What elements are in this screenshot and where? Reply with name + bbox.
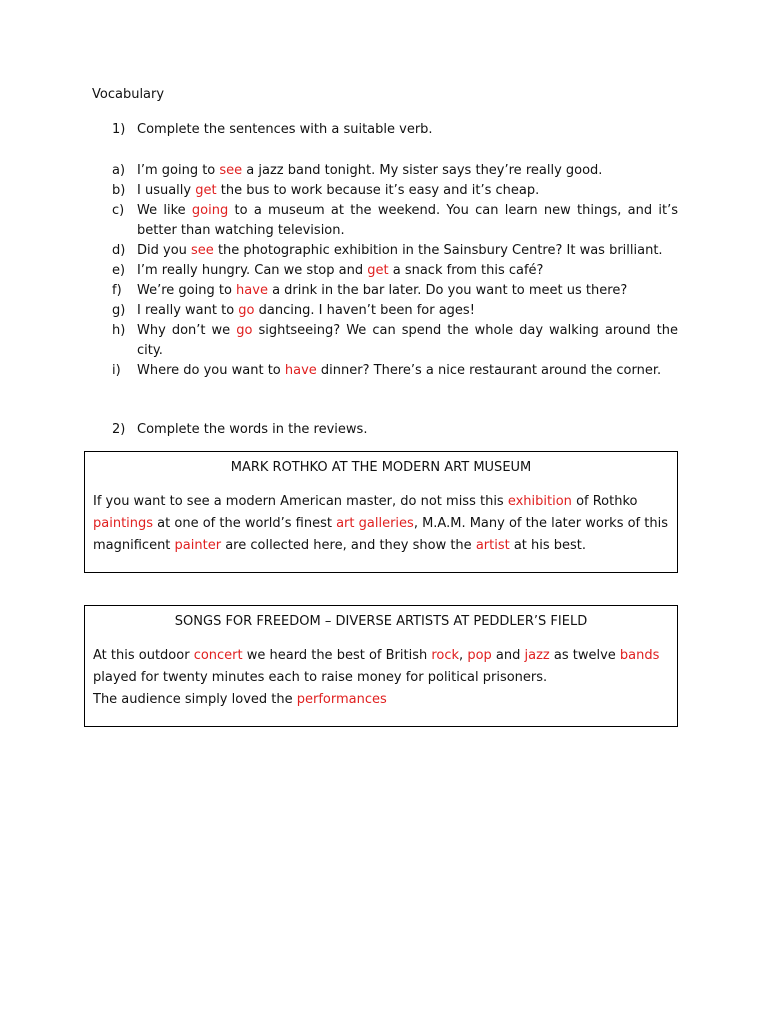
sentence-text: I’m really hungry. Can we stop and [137,263,368,278]
item-letter: e) [112,263,126,278]
item-sentence [137,301,678,321]
answer-word: go [236,323,253,338]
question-1-text: Complete the sentences with a suitable verb. [137,122,433,137]
item-sentence [137,321,678,361]
review-body [93,645,669,711]
sentence-text: Where do you want to [137,363,285,378]
review-box-rothko [84,451,678,573]
answer-word: art galleries [336,516,414,531]
item-letter: g) [112,303,126,318]
section-heading: Vocabulary [92,87,165,102]
review-body [93,491,669,557]
sentence-text: played for twenty minutes each to raise money for political prisoners. [93,670,548,685]
sentence-text: the bus to work because it’s easy and it’s cheap. [216,183,540,198]
sentence-text: dinner? There’s a nice restaurant around the corner. [316,363,662,378]
answer-word: see [191,243,214,258]
sentence-text: and [491,648,525,663]
answer-word: see [219,163,243,178]
question-2-number: 2) [112,422,126,437]
sentence-text: I’m going to [137,163,220,178]
sentence-text: we heard the best of British [242,648,432,663]
answer-word: going [191,203,229,218]
sentence-text: at one of the world’s finest [153,516,337,531]
item-letter: f) [112,283,122,298]
sentence-text: at his best. [509,538,587,553]
item-sentence [137,281,678,301]
exercise-item [112,161,678,181]
answer-word: have [284,363,317,378]
sentence-text: the photographic exhibition in the Sainsbury Centre? It was brilliant. [213,243,663,258]
answer-word: get [195,183,217,198]
sentence-text: a snack from this café? [388,263,544,278]
sentence-text: are collected here, and they show the [221,538,476,553]
sentence-text: sightseeing? We can spend the whole day walking around the city. [137,323,678,358]
question-2-instruction [112,422,367,437]
sentence-text: We’re going to [137,283,237,298]
exercise-item [112,301,678,321]
answer-word: paintings [93,516,154,531]
item-letter: a) [112,163,126,178]
answer-word: exhibition [507,494,572,509]
answer-word: painter [174,538,222,553]
item-sentence [137,201,678,241]
sentence-text: The audience simply loved the [93,692,297,707]
answer-word: artist [475,538,510,553]
exercise-item [112,261,678,281]
item-sentence [137,241,678,261]
answer-word: have [236,283,268,298]
sentence-text: a drink in the bar later. Do you want to meet us there? [267,283,628,298]
review-box-songs-for-freedom [84,605,678,727]
sentence-text: to a museum at the weekend. You can learn new things, and it’s better than watching television. [137,203,678,238]
exercise-item [112,281,678,301]
review-title: SONGS FOR FREEDOM – DIVERSE ARTISTS AT PEDDLER’S FIELD [174,614,588,629]
item-sentence [137,181,678,201]
sentence-text: , [459,648,468,663]
sentence-text: a jazz band tonight. My sister says they’re really good. [242,163,603,178]
sentence-text: Why don’t we [137,323,237,338]
item-letter: c) [112,203,125,218]
sentence-text: If you want to see a modern American master, do not miss this [93,494,508,509]
exercise-item [112,201,678,241]
question-2-text: Complete the words in the reviews. [137,422,368,437]
question-1-list [112,161,678,381]
sentence-text: At this outdoor [93,648,194,663]
answer-word: bands [619,648,660,663]
sentence-text: dancing. I haven’t been for ages! [254,303,475,318]
answer-word: pop [467,648,492,663]
item-letter: h) [112,323,126,338]
answer-word: concert [193,648,243,663]
answer-word: get [367,263,389,278]
sentence-text: , M.A.M. Many of the later works of this magnificent [93,516,668,553]
sentence-text: as twelve [549,648,620,663]
question-1-instruction [112,122,433,137]
exercise-item [112,181,678,201]
sentence-text: I usually [137,183,196,198]
answer-word: jazz [524,648,550,663]
answer-word: rock [431,648,460,663]
exercise-item [112,361,678,381]
review-title: MARK ROTHKO AT THE MODERN ART MUSEUM [230,460,532,475]
sentence-text: of Rothko [571,494,638,509]
item-letter: i) [112,363,121,378]
item-sentence [137,161,678,181]
item-sentence [137,261,678,281]
item-sentence [137,361,678,381]
sentence-text: Did you [137,243,192,258]
exercise-item [112,321,678,361]
exercise-item [112,241,678,261]
item-letter: d) [112,243,126,258]
question-1-number: 1) [112,122,126,137]
sentence-text: I really want to [137,303,239,318]
sentence-text: We like [137,203,192,218]
item-letter: b) [112,183,126,198]
answer-word: performances [296,692,387,707]
answer-word: go [238,303,255,318]
